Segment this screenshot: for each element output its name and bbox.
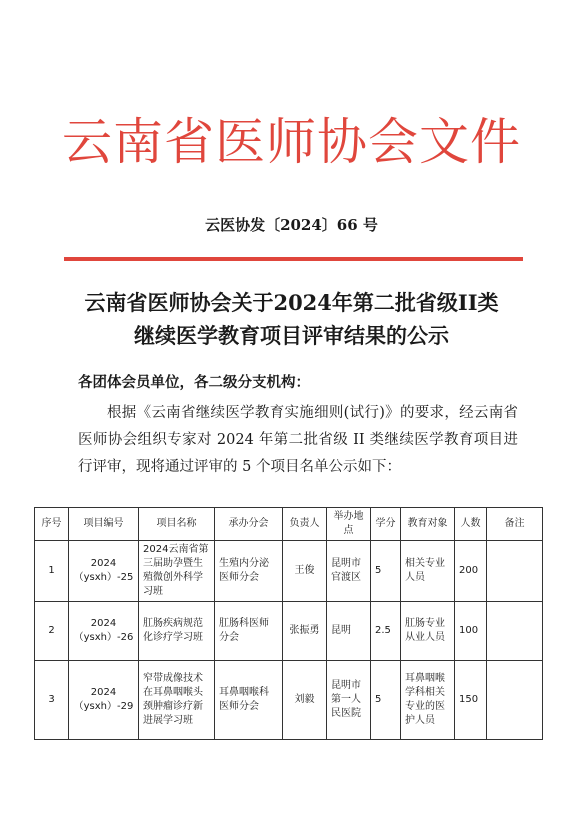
header-cell-remarks: 备注 xyxy=(487,508,543,541)
notice-title-line-2: 继续医学教育项目评审结果的公示 xyxy=(134,323,449,348)
notice-title xyxy=(0,286,583,352)
cell-credits: 5 xyxy=(371,541,401,602)
cell-leader: 王俊 xyxy=(283,541,327,602)
cell-project-code: 2024（ysxh）-26 xyxy=(69,602,139,661)
header-cell-headcount: 人数 xyxy=(455,508,487,541)
table-row xyxy=(35,602,543,661)
red-divider-line xyxy=(64,257,523,261)
cell-credits: 2.5 xyxy=(371,602,401,661)
notice-title-line-1: 云南省医师协会关于2024年第二批省级II类 xyxy=(84,290,499,315)
header-cell-leader: 负责人 xyxy=(283,508,327,541)
header-cell-location: 举办地点 xyxy=(327,508,371,541)
header-cell-credits: 学分 xyxy=(371,508,401,541)
header-cell-project-code: 项目编号 xyxy=(69,508,139,541)
cell-headcount: 100 xyxy=(455,602,487,661)
cell-location: 昆明 xyxy=(327,602,371,661)
cell-project-code: 2024（ysxh）-25 xyxy=(69,541,139,602)
header-cell-project-name: 项目名称 xyxy=(139,508,215,541)
cell-audience: 肛肠专业从业人员 xyxy=(401,602,455,661)
cell-organizer: 肛肠科医师分会 xyxy=(215,602,283,661)
cell-leader: 刘毅 xyxy=(283,661,327,740)
cell-index: 1 xyxy=(35,541,69,602)
cell-project-code: 2024（ysxh）-29 xyxy=(69,661,139,740)
cell-credits: 5 xyxy=(371,661,401,740)
cell-remarks xyxy=(487,661,543,740)
header-cell-organizer: 承办分会 xyxy=(215,508,283,541)
salutation: 各团体会员单位，各二级分支机构： xyxy=(78,374,310,391)
project-table xyxy=(34,507,543,740)
cell-project-name: 肛肠疾病规范化诊疗学习班 xyxy=(139,602,215,661)
cell-remarks xyxy=(487,602,543,661)
masthead-title: 云南省医师协会文件 xyxy=(62,113,521,171)
cell-organizer: 生殖内分泌医师分会 xyxy=(215,541,283,602)
table-row xyxy=(35,541,543,602)
cell-headcount: 200 xyxy=(455,541,487,602)
header-cell-index: 序号 xyxy=(35,508,69,541)
cell-project-name: 2024云南省第三届助孕暨生殖微创外科学习班 xyxy=(139,541,215,602)
cell-audience: 相关专业人员 xyxy=(401,541,455,602)
cell-headcount: 150 xyxy=(455,661,487,740)
cell-audience: 耳鼻咽喉学科相关专业的医护人员 xyxy=(401,661,455,740)
document-number: 云医协发〔2024〕66 号 xyxy=(205,216,378,234)
cell-index: 2 xyxy=(35,602,69,661)
header-cell-audience: 教育对象 xyxy=(401,508,455,541)
cell-location: 昆明市第一人民医院 xyxy=(327,661,371,740)
cell-leader: 张振勇 xyxy=(283,602,327,661)
cell-location: 昆明市官渡区 xyxy=(327,541,371,602)
table-row xyxy=(35,661,543,740)
cell-organizer: 耳鼻咽喉科医师分会 xyxy=(215,661,283,740)
body-paragraph: 根据《云南省继续医学教育实施细则(试行)》的要求，经云南省医师协会组织专家对 2024 年第二批省级 II 类继续医学教育项目进行评审，现将通过评审的 5 个项目名单公示如下： xyxy=(78,405,518,475)
cell-remarks xyxy=(487,541,543,602)
cell-index: 3 xyxy=(35,661,69,740)
cell-project-name: 窄带成像技术在耳鼻咽喉头颈肿瘤诊疗新进展学习班 xyxy=(139,661,215,740)
table-header-row xyxy=(35,508,543,541)
